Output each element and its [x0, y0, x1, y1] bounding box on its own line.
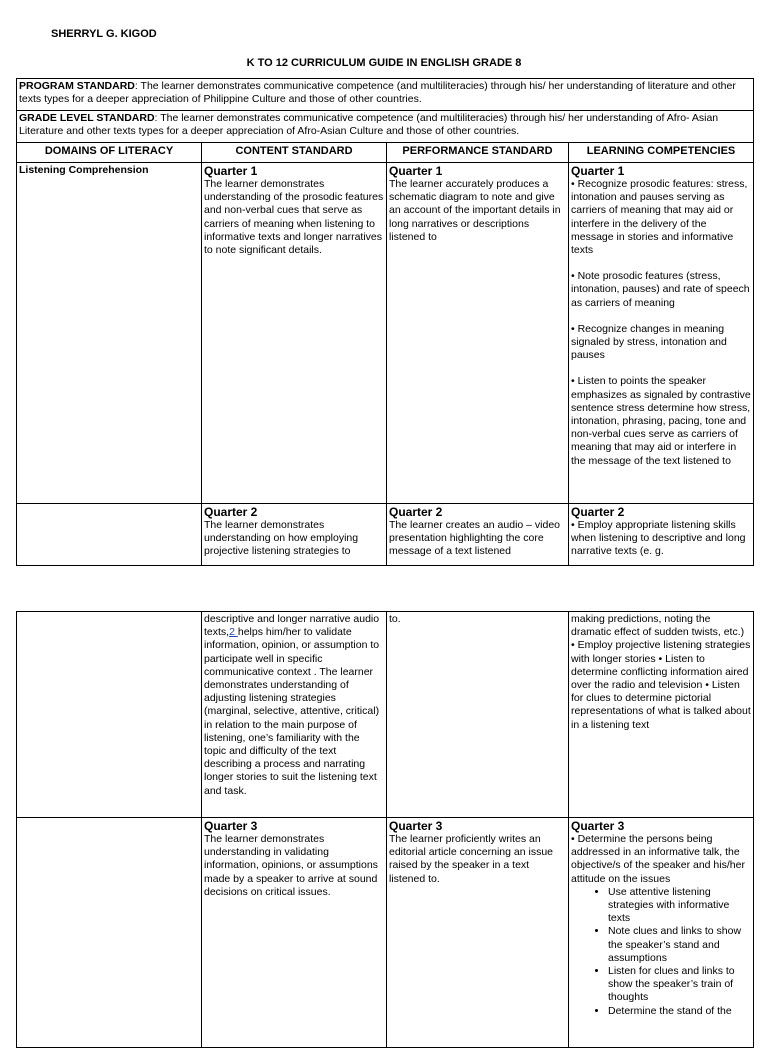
program-standard-cell — [17, 79, 754, 111]
q2-cont-content-text-a: descriptive and longer narrative audio texts, — [204, 613, 380, 639]
q1-competencies-quarter-label: Quarter 1 — [571, 164, 625, 178]
q2-cont-content-cell — [202, 612, 387, 818]
q2-performance-cell — [387, 504, 569, 566]
grade-level-standard-text: : The learner demonstrates communicative competence (and multiliteracies) through his/ her understanding of Afro- Asian Literature and other texts types for a deeper appreciation of Afro-Asian Culture and those of other countries. — [19, 112, 719, 138]
q2-domain-cell — [17, 504, 202, 566]
q3-competencies-quarter-label: Quarter 3 — [571, 819, 625, 833]
q1-content-cell — [202, 163, 387, 504]
q3-competency-item: • Note clues and links to show the speaker’s stand and assumptions — [608, 925, 751, 965]
q3-competency-item: • Determine the stand of the — [608, 1005, 751, 1018]
q2-cont-competencies-cell — [569, 612, 754, 818]
program-standard-label: PROGRAM STANDARD — [19, 80, 135, 92]
grade-level-standard-label: GRADE LEVEL STANDARD — [19, 112, 155, 124]
header-domains: DOMAINS OF LITERACY — [17, 143, 202, 163]
q3-domain-cell — [17, 818, 202, 1048]
q3-performance-quarter-label: Quarter 3 — [389, 819, 443, 833]
curriculum-table-page-2 — [16, 611, 754, 1048]
q2-content-text: The learner demonstrates understanding on how employing projective listening strategies to — [204, 519, 359, 558]
q3-performance-cell — [387, 818, 569, 1048]
q3-performance-text: The learner proficiently writes an editorial article concerning an issue raised by the speaker in a text listened to. — [389, 833, 554, 885]
q1-content-quarter-label: Quarter 1 — [204, 164, 258, 178]
q1-competency-1: • Recognize prosodic features: stress, intonation and pauses serving as carriers of meaning that may aid or interfere in the delivery of the message in stories and informative texts — [571, 178, 748, 257]
q2-cont-performance-text: to. — [389, 613, 401, 625]
q1-performance-quarter-label: Quarter 1 — [389, 164, 443, 178]
q3-content-quarter-label: Quarter 3 — [204, 819, 258, 833]
program-standard-text: : The learner demonstrates communicative competence (and multiliteracies) through his/ her understanding of literature and other texts types for a deeper appreciation of Philippine Culture and those of other countries. — [19, 80, 736, 106]
q3-content-text: The learner demonstrates understanding in validating information, opinions, or assumptions made by a speaker to arrive at sound decisions on critical issues. — [204, 833, 378, 898]
q3-competency-item: • Use attentive listening strategies with informative texts — [608, 886, 751, 926]
q2-cont-content-text-b: helps him/her to validate information, opinion, or assumption to participate well in specific communicative context . The learner demonstrates understanding of adjusting listening strategies (marginal, selective, attentive, critical) in relation to the main purpose of listening, one’s familiarity with the topic and difficulty of the text describing a process and narrating longer stories to suit the listening text and task. — [204, 626, 380, 797]
q1-competency-3: • Recognize changes in meaning signaled by stress, intonation and pauses — [571, 322, 727, 362]
q2-cont-competencies-text: making predictions, noting the dramatic effect of sudden twists, etc.) • Employ projective listening strategies with longer stories • Listen to determine conflicting information aired over the radio and television • Listen for clues to determine pictorial representations of what is talked about in a listening text — [571, 613, 751, 731]
q1-content-text: The learner demonstrates understanding of the prosodic features and non-verbal cues that serve as carriers of meaning when listening to informative texts and longer narratives to note significant details. — [204, 178, 384, 257]
q2-content-cell — [202, 504, 387, 566]
q3-competencies-intro: • Determine the persons being addressed in an informative talk, the objective/s of the speaker and his/her attitude on the issues — [571, 833, 745, 885]
document-title: K TO 12 CURRICULUM GUIDE IN ENGLISH GRADE 8 — [246, 57, 522, 69]
grade-level-standard-cell — [17, 111, 754, 143]
domain-label: Listening Comprehension — [19, 164, 149, 176]
q1-performance-cell — [387, 163, 569, 504]
q3-competencies-list — [571, 886, 751, 1018]
q3-competencies-cell — [569, 818, 754, 1048]
q1-performance-text: The learner accurately produces a schematic diagram to note and give an account of the important details in long narratives or descriptions listened to — [389, 178, 561, 243]
q2-performance-quarter-label: Quarter 2 — [389, 505, 443, 519]
q2-competencies-text: • Employ appropriate listening skills when listening to descriptive and long narrative texts (e. g. — [571, 519, 746, 558]
q1-competencies-cell — [569, 163, 754, 504]
header-learning-competencies: LEARNING COMPETENCIES — [569, 143, 754, 163]
q1-competency-4: • Listen to points the speaker emphasizes as signaled by contrastive sentence stress determine how stress, intonation, phrasing, pacing, tone and non-verbal cues serve as carriers of meaning that may aid or interfere in the message of the text listened to — [571, 375, 751, 467]
author-name: SHERRYL G. KIGOD — [51, 28, 157, 40]
domain-cell — [17, 163, 202, 504]
q3-competency-item: • Listen for clues and links to show the speaker’s train of thoughts — [608, 965, 751, 1005]
q2-cont-domain-cell — [17, 612, 202, 818]
q1-competency-2: • Note prosodic features (stress, intonation, pauses) and rate of speech as carriers of meaning — [571, 270, 750, 309]
q3-content-cell — [202, 818, 387, 1048]
curriculum-table-page-1 — [16, 78, 754, 566]
q2-performance-text: The learner creates an audio – video presentation highlighting the core message of a text listened — [389, 519, 561, 558]
header-content-standard: CONTENT STANDARD — [202, 143, 387, 163]
header-performance-standard: PERFORMANCE STANDARD — [387, 143, 569, 163]
footnote-link[interactable]: 2 — [229, 626, 238, 639]
q2-competencies-quarter-label: Quarter 2 — [571, 505, 625, 519]
q2-competencies-cell — [569, 504, 754, 566]
q2-content-quarter-label: Quarter 2 — [204, 505, 258, 519]
q2-cont-performance-cell — [387, 612, 569, 818]
